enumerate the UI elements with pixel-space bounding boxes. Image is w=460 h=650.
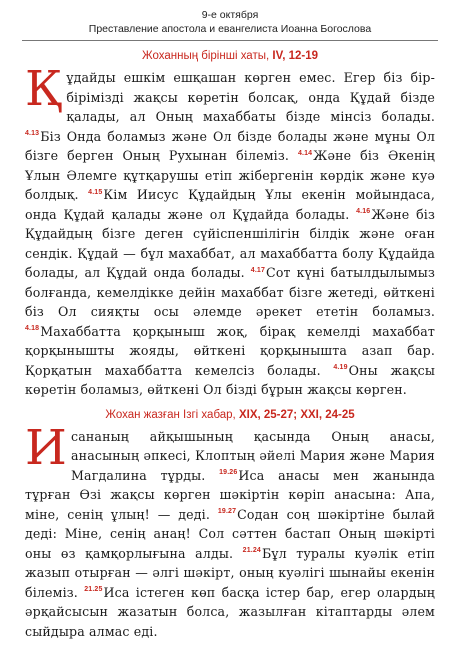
verse-text: Сот күні батылдылымыз болғанда, кемелдікке дейін махаббат бізге жетеді, өйткені біз Ол сияқты осы әлемде әрекет ететін боламыз.: [25, 265, 435, 319]
verse-number: 4.17: [250, 266, 266, 274]
verse-number: 4.19: [333, 364, 348, 372]
verse-text: Біз Онда боламыз және Ол бізде болады және мұны Ол бізге берген Оның Рухынан білеміз.: [25, 128, 435, 163]
reading1-title: Жоханның бірінші хаты,: [141, 50, 270, 62]
verse-number: 21.24: [242, 547, 261, 555]
feast-title: Преставление апостола и евангелиста Иоанна Богослова: [88, 23, 372, 35]
verse-text: Махаббатта қорқыныш жоқ, бірақ кемелді махаббат қорқынышты жояды, өйткені қорқынышта азап бар. Қорқатын махаббатта кемелсіз болады.: [25, 323, 435, 378]
verse-number: 4.13: [25, 130, 40, 138]
verse-text: Және біз Әкенің Ұлын Әлемге құтқарушы етіп жібергенін көрдік және куә болдық.: [25, 148, 435, 202]
verse-number: 4.16: [356, 208, 371, 216]
verse-number: 4.14: [297, 149, 313, 157]
header-divider: [22, 40, 438, 41]
verse-number: 19.26: [219, 469, 238, 477]
verse-text: Бұл туралы куәлік етіп жазып отырған — әлгі шәкірт, оның куәлігі шынайы екенін білеміз.: [25, 545, 435, 600]
verse-number: 4.15: [88, 188, 103, 196]
verse-text: Иса істеген көп басқа істер бар, егер олардың әрқайсысын жазатын болса, жазылған кітаптарды әлем сыйдыра алмас еді.: [25, 584, 436, 639]
reading2-text: [25, 419, 436, 642]
reading2-heading: [0, 407, 460, 423]
reading2-dropcap: И: [25, 419, 68, 476]
page-date: 9-е октября: [201, 9, 259, 21]
reading2-title: Жохан жазған Ізгі хабар,: [105, 408, 236, 421]
verse-text: Оны жақсы көретін боламыз, өйткені Ол бізді бұрын жақсы көрген.: [25, 362, 435, 397]
reading2-verse-4: [25, 585, 435, 639]
reading1-dropcap: Қ: [25, 61, 63, 117]
reading1-intro: ұдайды ешкім ешқашан көрген емес. Егер біз бір-бірімізді жақсы көретін болсақ, онда Құдай бізде қалады, ал Оның махаббаты бізде мінсіз болады.: [66, 70, 435, 124]
reading1-text: [25, 61, 435, 400]
verse-text: Және біз Құдайдың бізге деген сүйіспеншілігін білдік және оған сендік. Құдай — бұл махаббат, ал махаббатта болу Құдайда болады, ал Құдай онда болады.: [25, 206, 435, 280]
reading2-ref: XIX, 25-27; XXI, 24-25: [238, 408, 355, 421]
verse-text: Иса анасы мен жанында тұрған Өзі жақсы көрген шәкіртін көріп анасына: Апа, міне, сенің ұлың! — деді.: [25, 467, 435, 522]
reading1-ref: IV, 12-19: [272, 50, 319, 62]
verse-number: 19.27: [217, 508, 237, 516]
verse-text: Содан соң шәкіртіне былай деді: Міне, сенің анаң! Сол сәттен бастап Оның шәкірті оны өз қамқорлығына алды.: [25, 506, 435, 561]
verse-number: 4.18: [25, 325, 40, 333]
reading2-intro: сананың айқышының қасында Оның анасы, анасының әпкесі, Клоптың әйелі Мария және Мария Магдалина тұрды.: [71, 428, 435, 483]
verse-text: Кім Иисус Құдайдың Ұлы екенін мойындаса, онда Құдай қалады және ол Құдайда болады.: [25, 187, 435, 222]
verse-number: 21.25: [84, 586, 103, 594]
reading1-heading: [0, 48, 460, 64]
